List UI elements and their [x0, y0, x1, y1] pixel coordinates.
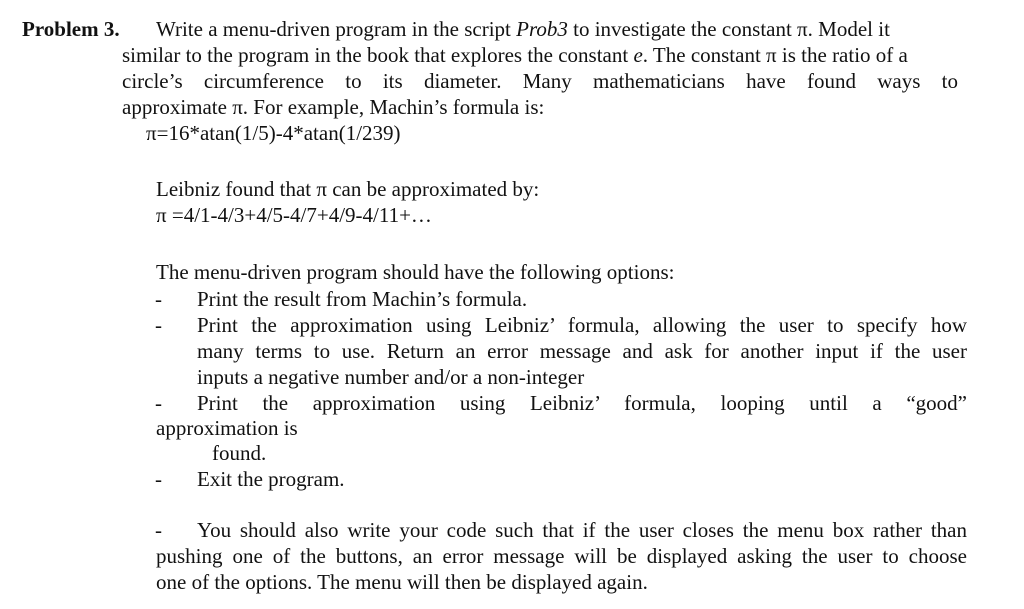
note-line-3: one of the options. The menu will then be displayed again. [156, 570, 648, 594]
machin-formula: π=16*atan(1/5)-4*atan(1/239) [146, 121, 401, 145]
option-2-line-3: inputs a negative number and/or a non-integer [197, 365, 585, 389]
leibniz-formula: π =4/1-4/3+4/5-4/7+4/9-4/11+… [156, 203, 432, 227]
option-2-line-1: Print the approximation using Leibniz’ formula, allowing the user to specify how [197, 313, 967, 337]
option-4: Exit the program. [197, 467, 345, 491]
options-intro: The menu-driven program should have the following options: [156, 260, 675, 284]
intro-line-2-text-a: similar to the program in the book that explores the constant [122, 43, 634, 67]
option-1: Print the result from Machin’s formula. [197, 287, 528, 311]
script-name: Prob3 [516, 17, 568, 41]
constant-e: e [633, 43, 643, 67]
intro-line-1-text-a: Write a menu-driven program in the script [156, 17, 517, 41]
option-2-line-2: many terms to use. Return an error message and ask for another input if the user [197, 339, 967, 363]
problem-label: Problem 3. [22, 17, 120, 41]
intro-line-1-text-b: to investigate the constant π. Model it [567, 17, 890, 41]
intro-line-2-text-b: . The constant π is the ratio of a [642, 43, 908, 67]
bullet-dash-4: - [155, 467, 162, 491]
bullet-dash-2: - [155, 313, 162, 337]
intro-line-3: circle’s circumference to its diameter. Many mathematicians have found ways to [122, 69, 958, 93]
option-3-line-2: approximation is [156, 416, 298, 440]
bullet-dash-1: - [155, 287, 162, 311]
intro-line-4: approximate π. For example, Machin’s formula is: [122, 95, 545, 119]
option-3-line-3: found. [212, 441, 267, 465]
bullet-dash-5: - [155, 518, 162, 542]
leibniz-intro: Leibniz found that π can be approximated by: [156, 177, 540, 201]
option-3-line-1: Print the approximation using Leibniz’ formula, looping until a “good” [197, 391, 967, 415]
intro-line-2 [122, 42, 908, 68]
note-line-1: You should also write your code such that if the user closes the menu box rather than [197, 518, 967, 542]
intro-line-1 [156, 16, 890, 42]
bullet-dash-3: - [155, 391, 162, 415]
note-line-2: pushing one of the buttons, an error message will be displayed asking the user to choose [156, 544, 967, 568]
